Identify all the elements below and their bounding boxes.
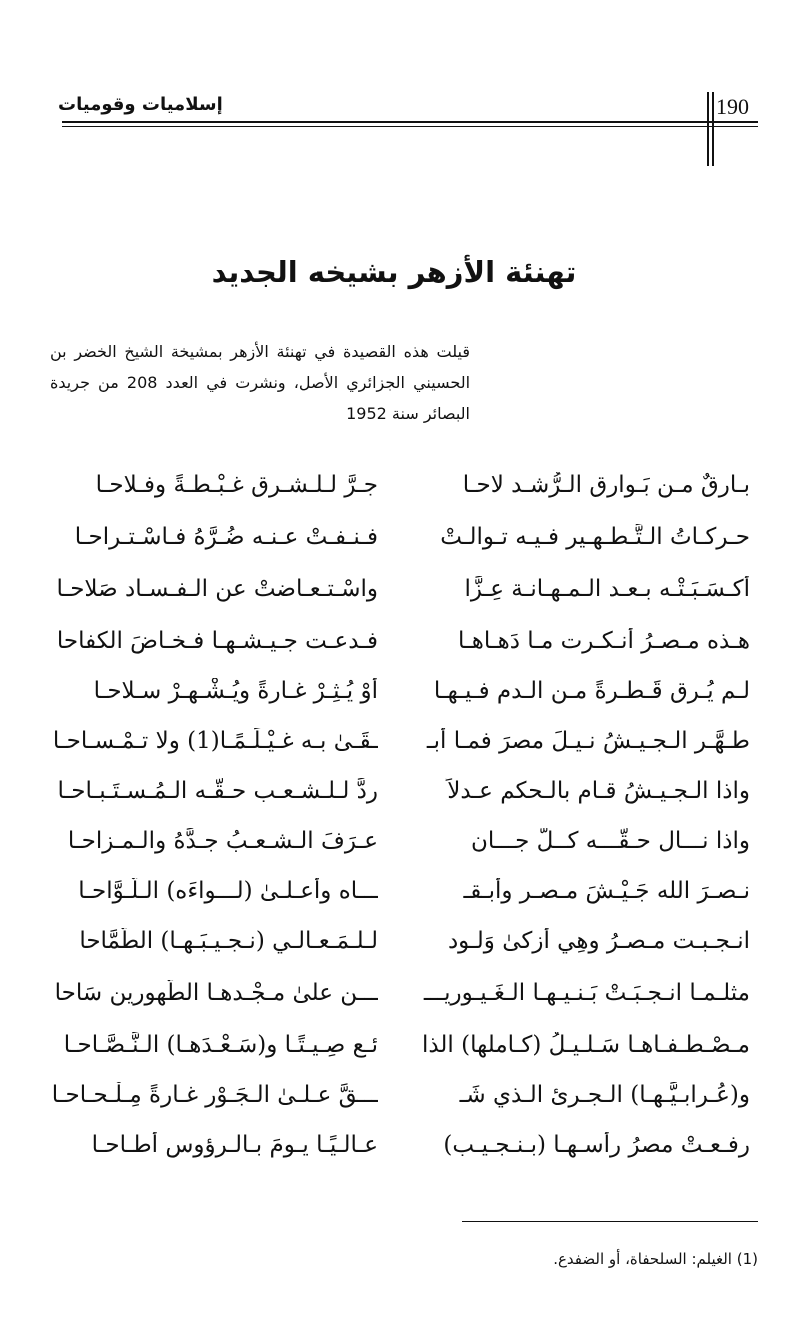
verse-first-hemistich: لـم يُـرق قَـطـرةً مـن الـدم فـيـهـا — [433, 678, 750, 704]
verse-line — [0, 524, 788, 574]
verse-second-hemistich: أوْ يُـثِـرْ غـارةً ويُـشْـهـرْ سـلاحـا — [93, 678, 378, 704]
verse-second-hemistich: ـــاه وأعـلـىٰ (لـــواءَه) الـلَّـوَّاحـا — [78, 878, 378, 904]
verse-second-hemistich: جـرَّ لـلـشـرق غـبْـطـةً وفـلاحـا — [95, 472, 378, 498]
intro-paragraph: قيلت هذه القصيدة في تهنئة الأزهر بمشيخة الشيخ الخضر بن الحسيني الجزائري الأصل، ونشرت في العدد 208 من جريدة البصائر سنة 1952 — [50, 342, 471, 423]
verse-line — [0, 576, 788, 626]
verse-line — [0, 1032, 788, 1082]
poem-title: تهنئة الأزهر بشيخه الجديد — [211, 255, 577, 289]
verse-line — [0, 1132, 788, 1182]
verse-second-hemistich: ئـع صِـيـتًـا و(سَـعْـدَهـا) الـنَّـصَّـاحـا — [63, 1032, 378, 1058]
header-vertical-bar — [712, 92, 714, 166]
verse-first-hemistich: انـجـبـت مـصـرُ وهِي أزكىٰ وَلـود — [447, 928, 750, 954]
verse-line — [0, 1082, 788, 1132]
header-vertical-bar — [707, 92, 709, 166]
verse-second-hemistich: واسْـتـعـاضتْ عن الـفـسـاد صَلاحـا — [56, 576, 378, 602]
verse-line — [0, 678, 788, 728]
verse-first-hemistich: مثلـمـا انـجـبَـتْ بَـنـيـهـا الـغَـيـوريـــ — [423, 980, 750, 1006]
header-rule-thin — [62, 126, 758, 127]
verse-second-hemistich: ـــقَّ عـلـىٰ الـجَـوْر غـارةً مِـلْـحـاحـا — [51, 1082, 378, 1108]
verse-line — [0, 728, 788, 778]
verse-second-hemistich: ـــن علىٰ مـجْـدهـا الطَّهورين سَاحا — [54, 980, 378, 1006]
verse-second-hemistich: ـقَـىٰ بـه غـيْـلَـمًـا(1) ولا تـمْـسـاحـا — [52, 728, 378, 754]
verse-first-hemistich: هـذه مـصـرُ أنـكـرت مـا دَهـاهـا — [457, 628, 750, 654]
verse-first-hemistich: واذا الـجـيـشُ قـام بالـحكم عـدلاً — [447, 778, 750, 804]
header-rule — [62, 121, 758, 123]
verse-second-hemistich: فـدعـت جـيـشـهـا فـخـاضَ الكفاحا — [56, 628, 378, 654]
verse-first-hemistich: واذا نـــال حـقَّـــه كــلُّ جـــان — [470, 828, 750, 854]
verse-first-hemistich: بـارقٌ مـن بَـوارق الـرُّشـد لاحـا — [462, 472, 750, 498]
footnote-rule — [462, 1221, 758, 1222]
verse-line — [0, 778, 788, 828]
verse-line — [0, 928, 788, 978]
verse-second-hemistich: عـالـيًـا يـومَ بـالـرؤوس أطـاحـا — [91, 1132, 378, 1158]
page-number: 190 — [716, 94, 749, 119]
verse-first-hemistich: طـهَّـر الـجـيـشُ نـيـلَ مصرَ فمـا أبـ — [426, 728, 750, 754]
verse-line — [0, 472, 788, 522]
verse-second-hemistich: عـرَفَ الـشـعـبُ جـدَّهُ والـمـزاحـا — [67, 828, 378, 854]
running-head: إسلاميات وقوميات — [58, 94, 223, 115]
verse-first-hemistich: أكـسَـبَـتْـه بـعـد الـمـهـانـة عِـزًّا — [464, 576, 750, 602]
verse-second-hemistich: ردَّ لـلـشـعـب حـقَّـه الـمُـسـتَـبـاحـا — [57, 778, 378, 804]
verse-first-hemistich: رفـعـتْ مصرُ رأسـهـا (بـنـجـيـب) — [443, 1132, 750, 1158]
verse-first-hemistich: مـصْـطـفـاهـا سَـلـيـلُ (كـاملها) الذا — [421, 1032, 750, 1058]
verse-line — [0, 828, 788, 878]
verse-line — [0, 878, 788, 928]
verse-first-hemistich: نـصـرَ الله جَـيْـشَ مـصـر وأبـقـ — [463, 878, 750, 904]
verse-second-hemistich: لـلـمَـعـالـي (نـجـيـبَـهـا) الطَّمَّاحا — [79, 928, 378, 954]
verse-first-hemistich: و(عُـرابـيَّـهـا) الـجـرئ الـذي شَـ — [459, 1082, 750, 1108]
verse-second-hemistich: فـنـفـتْ عـنـه ضُـرَّهُ فـاسْـتـراحـا — [74, 524, 378, 550]
verse-line — [0, 980, 788, 1030]
footnote: (1) الغيلم: السلحفاة، أو الضفدع. — [553, 1250, 758, 1268]
verse-first-hemistich: حـركـاتُ الـتَّـطـهـير فـيـه تـوالـتْ — [440, 524, 750, 550]
verse-line — [0, 628, 788, 678]
